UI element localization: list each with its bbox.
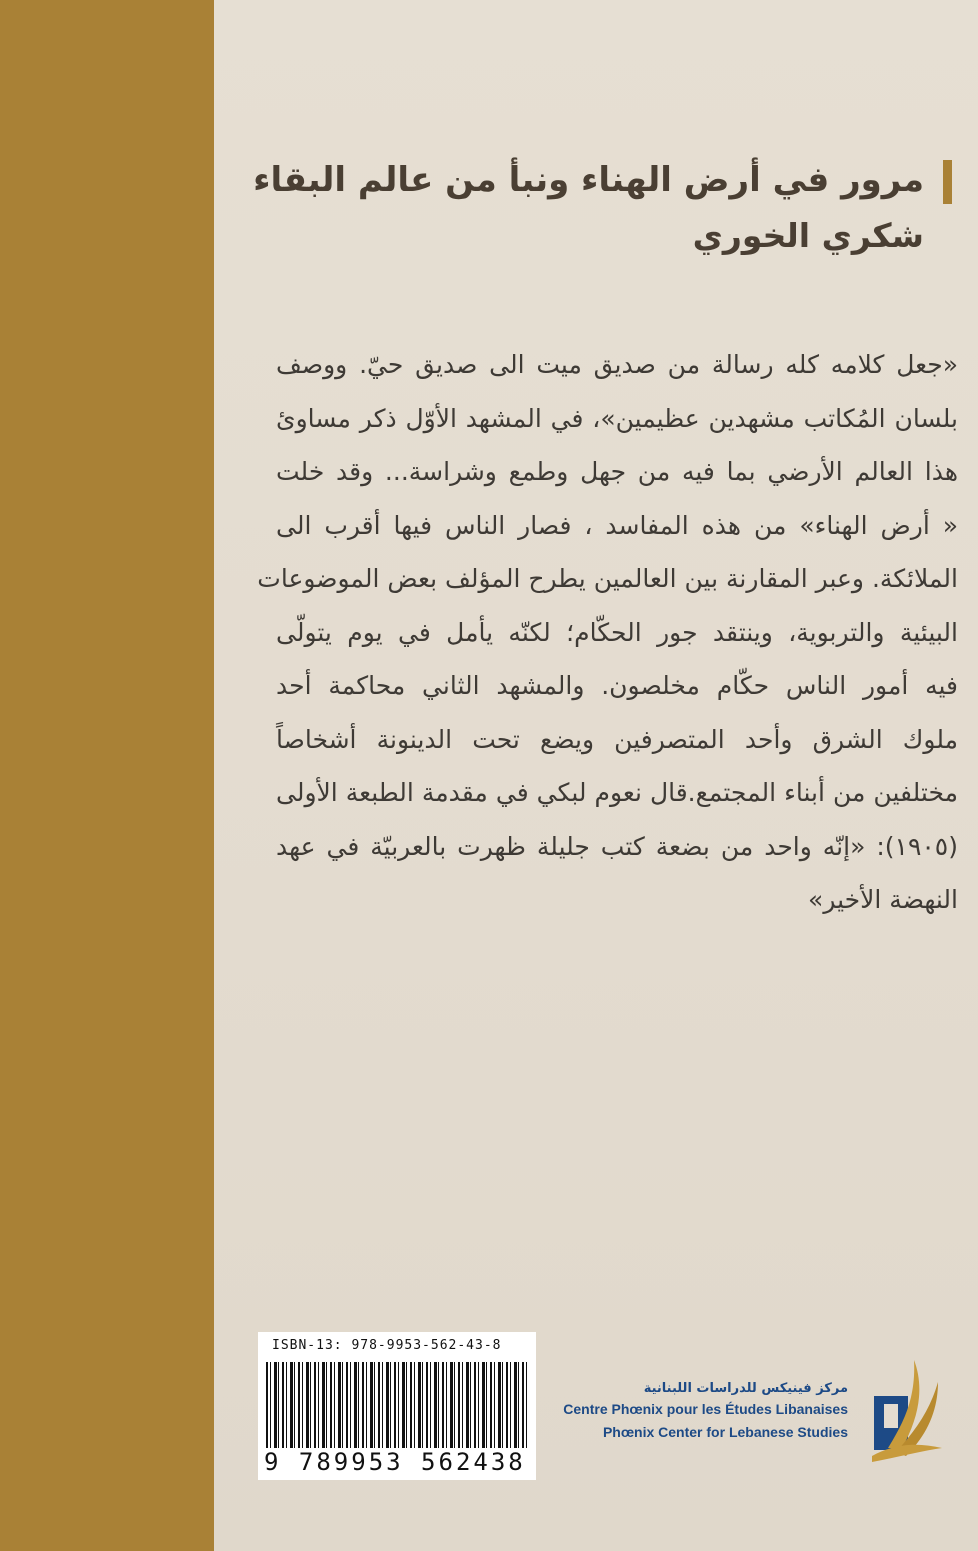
barcode-digits: 9 789953 562438 bbox=[264, 1448, 526, 1476]
isbn-barcode bbox=[258, 1332, 536, 1480]
blurb-line: هذا العالم الأرضي بما فيه من جهل وطمع وشراسة... وقد خلت bbox=[276, 457, 958, 486]
blurb-line: ملوك الشرق وأحد المتصرفين ويضع تحت الدينونة أشخاصاً bbox=[276, 724, 958, 754]
blurb-line: « أرض الهناء» من هذه المفاسد ، فصار الناس فيها أقرب الى bbox=[276, 510, 958, 540]
title-block bbox=[252, 152, 952, 264]
publisher-name-en: Phœnix Center for Lebanese Studies bbox=[602, 1424, 848, 1440]
publisher-name-fr: Centre Phœnix pour les Études Libanaises bbox=[563, 1401, 848, 1417]
blurb-line: الملائكة. وعبر المقارنة بين العالمين يطرح المؤلف بعض الموضوعات bbox=[257, 564, 958, 593]
blurb-line: بلسان المُكاتب مشهدين عظيمين»، في المشهد الأوّل ذكر مساوئ bbox=[276, 403, 958, 433]
book-title: مرور في أرض الهناء ونبأ من عالم البقاء bbox=[253, 160, 924, 200]
isbn-label: ISBN-13: 978-9953-562-43-8 bbox=[272, 1338, 502, 1353]
publisher-name-ar: مركز فينيكس للدراسات اللبنانية bbox=[643, 1381, 848, 1396]
publisher-block bbox=[544, 1352, 954, 1472]
barcode-bars bbox=[266, 1362, 528, 1448]
blurb-line: «جعل كلامه كله رسالة من صديق ميت الى صديق حيّ. ووصف bbox=[276, 350, 958, 379]
blurb-line: (١٩٠٥): «إنّه واحد من بضعة كتب جليلة ظهرت بالعربيّة في عهد bbox=[276, 831, 958, 861]
title-accent-bar bbox=[943, 160, 952, 204]
book-spine bbox=[0, 0, 214, 1551]
phoenix-logo-icon bbox=[854, 1352, 946, 1470]
publisher-text bbox=[563, 1380, 848, 1444]
blurb-line: فيه أمور الناس حكّام مخلصون. والمشهد الثاني محاكمة أحد bbox=[276, 671, 958, 700]
book-author: شكري الخوري bbox=[692, 216, 924, 255]
blurb-line: النهضة الأخير» bbox=[808, 885, 958, 914]
book-title-row bbox=[252, 152, 952, 208]
blurb-text bbox=[257, 338, 958, 927]
blurb-line: البيئية والتربوية، وينتقد جور الحكّام؛ لكنّه يأمل في يوم يتولّى bbox=[276, 617, 958, 647]
blurb-line: مختلفين من أبناء المجتمع.قال نعوم لبكي في مقدمة الطبعة الأولى bbox=[276, 778, 958, 807]
